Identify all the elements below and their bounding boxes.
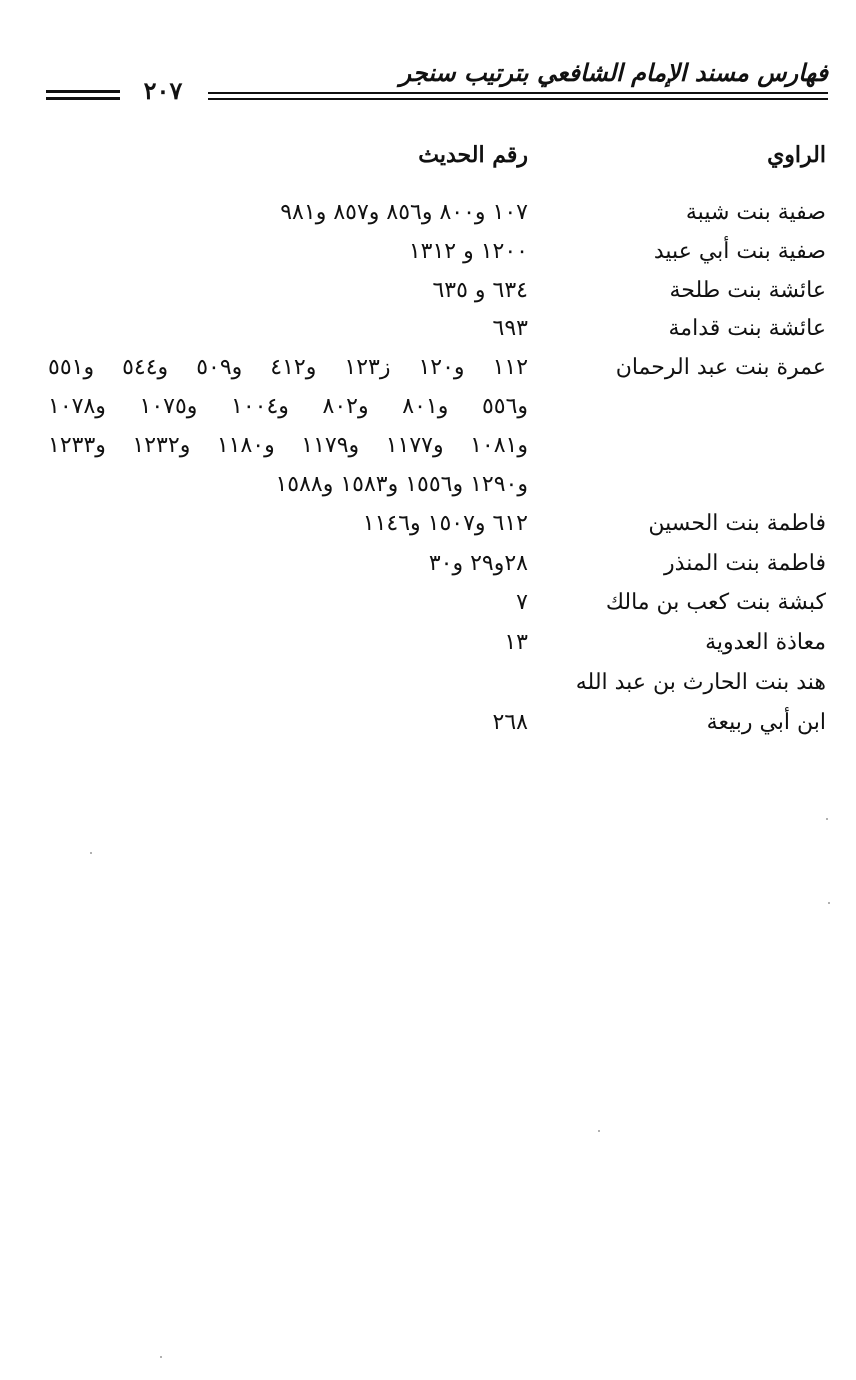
header-rule-lower xyxy=(208,98,828,100)
narrator-name: عمرة بنت عبد الرحمان xyxy=(615,355,826,380)
narrator-name: معاذة العدوية xyxy=(705,630,826,655)
list-item xyxy=(0,710,856,748)
page-number: ٢٠٧ xyxy=(143,76,183,105)
hadith-numbers: ٦٣٤ و ٦٣٥ xyxy=(432,278,528,303)
hadith-numbers-cont: و١٢٩٠ و١٥٥٦ و١٥٨٣ و١٥٨٨ xyxy=(275,472,528,497)
narrator-name: فاطمة بنت الحسين xyxy=(648,511,826,536)
list-item xyxy=(0,239,856,277)
hadith-numbers: ٢٦٨ xyxy=(492,710,528,735)
scan-speck xyxy=(826,818,828,820)
hadith-numbers: ٦٩٣ xyxy=(492,316,528,341)
scan-speck xyxy=(90,852,92,854)
hadith-numbers-cont: و١٠٨١ و١١٧٧ و١١٧٩ و١١٨٠ و١٢٣٢ و١٢٣٣ xyxy=(48,433,528,458)
list-item xyxy=(0,630,856,668)
hadith-numbers: ٢٨و٢٩ و٣٠ xyxy=(428,551,528,576)
hadith-numbers: ١٢٠٠ و ١٣١٢ xyxy=(408,239,528,264)
list-item xyxy=(0,278,856,316)
list-item xyxy=(0,200,856,238)
scan-speck xyxy=(598,1130,600,1132)
list-item xyxy=(0,355,856,515)
narrator-name: فاطمة بنت المنذر xyxy=(664,551,826,576)
hadith-numbers: ١١٢ و١٢٠ ز١٢٣ و٤١٢ و٥٠٩ و٥٤٤ و٥٥١ xyxy=(48,355,529,380)
narrator-name: صفية بنت شيبة xyxy=(685,200,826,225)
narrator-name: عائشة بنت قدامة xyxy=(668,316,826,341)
hadith-number-column-header: رقم الحديث xyxy=(418,142,528,168)
narrator-name: صفية بنت أبي عبيد xyxy=(653,239,826,264)
list-item xyxy=(0,590,856,628)
hadith-numbers-cont: و٥٥٦ و٨٠١ و٨٠٢ و١٠٠٤ و١٠٧٥ و١٠٧٨ xyxy=(48,394,529,419)
hadith-numbers: ٧ xyxy=(516,590,528,615)
scan-speck xyxy=(160,1356,162,1358)
hadith-numbers: ١٣ xyxy=(504,630,528,655)
narrator-name: هند بنت الحارث بن عبد الله xyxy=(575,670,826,695)
narrator-name: كبشة بنت كعب بن مالك xyxy=(605,590,826,615)
page-number-rule xyxy=(46,90,120,93)
header-title: فهارس مسند الإمام الشافعي بترتيب سنجر xyxy=(399,58,828,87)
list-item xyxy=(0,511,856,549)
narrator-name: عائشة بنت طلحة xyxy=(669,278,826,303)
hadith-numbers: ٦١٢ و١٥٠٧ و١١٤٦ xyxy=(362,511,528,536)
list-item xyxy=(0,670,856,708)
hadith-numbers: ١٠٧ و٨٠٠ و٨٥٦ و٨٥٧ و٩٨١ xyxy=(280,200,528,225)
narrator-name: ابن أبي ربيعة xyxy=(706,710,826,735)
narrator-column-header: الراوي xyxy=(767,142,826,168)
page-number-rule-lower xyxy=(46,97,120,100)
scan-speck xyxy=(828,902,830,904)
list-item xyxy=(0,316,856,354)
header-rule xyxy=(208,92,828,94)
list-item xyxy=(0,551,856,589)
